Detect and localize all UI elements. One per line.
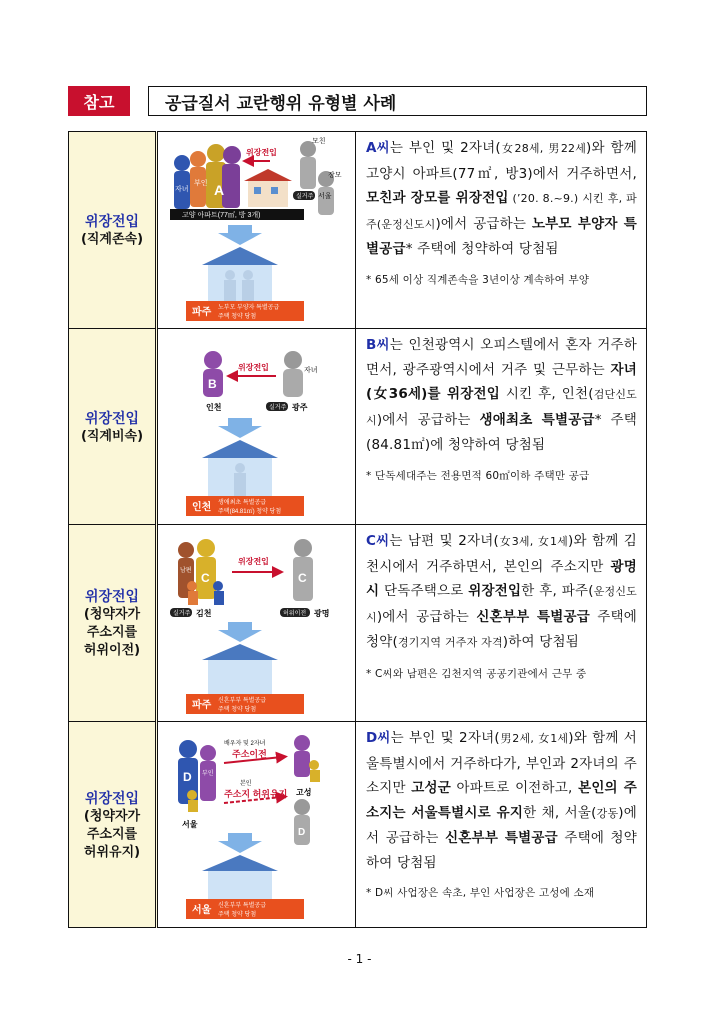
svg-text:주택 청약 당첨: 주택 청약 당첨 — [218, 313, 257, 320]
svg-text:광명: 광명 — [314, 608, 330, 618]
svg-text:위장전입: 위장전입 — [238, 362, 269, 372]
svg-text:서울: 서울 — [192, 904, 212, 916]
svg-text:남편: 남편 — [180, 567, 192, 574]
reference-badge: 참고 — [68, 86, 130, 116]
svg-text:신혼부부 특별공급: 신혼부부 특별공급 — [218, 697, 267, 704]
svg-text:주소지 허위유지: 주소지 허위유지 — [224, 788, 288, 799]
svg-text:B: B — [208, 376, 217, 391]
svg-text:D: D — [298, 826, 306, 838]
svg-text:주택 청약 당첨: 주택 청약 당첨 — [218, 911, 257, 918]
person-letter: A — [214, 181, 225, 198]
case-table — [68, 131, 647, 928]
svg-text:장모: 장모 — [328, 171, 342, 179]
header — [68, 86, 647, 116]
svg-text:노부모 부양자 특별공급: 노부모 부양자 특별공급 — [218, 304, 280, 311]
svg-text:주택(84.81㎡) 청약 당첨: 주택(84.81㎡) 청약 당첨 — [218, 508, 282, 515]
illustration-cell — [157, 132, 356, 329]
category-cell: 위장전입 (청약자가 주소지를 허위이전) — [69, 525, 157, 722]
svg-text:고성: 고성 — [296, 787, 312, 797]
svg-text:자녀: 자녀 — [304, 366, 318, 374]
footnote: * 단독세대주는 전용면적 60㎡이하 주택만 공급 — [366, 469, 590, 482]
case-description: A씨는 부인 및 2자녀(女28세, 男22세)와 함께 고양시 아파트(77㎡, 방3)에서 거주하면서, 모친과 장모를 위장전입 (’20. 8.~9.) 시킨 후, 파주(운정신도시)에서 공급하는 노부모 부양자 특별공급* 주택에 청약하여 당첨됨 * 65세 이상 직계존속을 3년이상 계속하여 부양 — [356, 132, 647, 329]
svg-text:실거주: 실거주 — [173, 610, 191, 617]
footnote: * C씨와 남편은 김천지역 공공기관에서 근무 중 — [366, 667, 587, 680]
svg-text:주택 청약 당첨: 주택 청약 당첨 — [218, 706, 257, 713]
svg-text:인천: 인천 — [192, 501, 212, 513]
case-row-a — [69, 132, 647, 329]
svg-text:실거주: 실거주 — [296, 193, 314, 200]
illustration-a — [158, 133, 352, 328]
category-cell — [69, 132, 157, 329]
svg-text:파주: 파주 — [192, 699, 212, 711]
case-row-d — [69, 722, 647, 928]
svg-text:서울: 서울 — [318, 192, 332, 200]
case-description: D씨는 부인 및 2자녀(男2세, 女1세)와 함께 서울특별시에서 거주하다가, 부인과 2자녀의 주소지만 고성군 아파트로 이전하고, 본인의 주소지는 서울특별시로 유지한 채, 서울(강동)에서 공급하는 신혼부부 특별공급 주택에 청약하여 당첨됨 * D씨 사업장은 속초, 부인 사업장은 고성에 소재 — [356, 722, 647, 928]
footnote: * D씨 사업장은 속초, 부인 사업장은 고성에 소재 — [366, 887, 595, 899]
illustration-d — [158, 723, 352, 927]
svg-text:위장전입: 위장전입 — [246, 147, 277, 157]
category-title: 위장전입 — [84, 214, 140, 230]
category-cell: 위장전입 (직계비속) — [69, 329, 157, 525]
illustration-c — [158, 526, 352, 721]
case-description: C씨는 남편 및 2자녀(女3세, 女1세)와 함께 김천시에서 거주하면서, 본인의 주소지만 광명시 단독주택으로 위장전입한 후, 파주(운정신도시)에서 공급하는 신혼부부 특별공급 주택에 청약(경기지역 거주자 자격)하여 당첨됨 * C씨와 남편은 김천지역 공공기관에서 근무 중 — [356, 525, 647, 722]
svg-text:배우자 및 2자녀: 배우자 및 2자녀 — [224, 740, 266, 747]
footnote: * 65세 이상 직계존속을 3년이상 계속하여 부양 — [366, 273, 590, 286]
category-cell: 위장전입 (청약자가 주소지를 허위유지) — [69, 722, 157, 928]
case-description: B씨는 인천광역시 오피스텔에서 혼자 거주하면서, 광주광역시에서 거주 및 근무하는 자녀(女36세)를 위장전입 시킨 후, 인천(검단신도시)에서 공급하는 생애최초 특별공급* 주택(84.81㎡)에 청약하여 당첨됨 * 단독세대주는 전용면적 60㎡이하 주택만 공급 — [356, 329, 647, 525]
svg-text:자녀: 자녀 — [175, 185, 189, 193]
svg-text:생애최초 특별공급: 생애최초 특별공급 — [218, 499, 267, 506]
svg-text:고양 아파트(77㎡, 방 3개): 고양 아파트(77㎡, 방 3개) — [182, 211, 261, 219]
illustration-b — [158, 330, 352, 524]
svg-text:광주: 광주 — [292, 402, 308, 412]
svg-text:위장전입: 위장전입 — [238, 556, 269, 566]
svg-text:신혼부부 특별공급: 신혼부부 특별공급 — [218, 902, 267, 909]
svg-text:모친: 모친 — [312, 137, 326, 145]
svg-text:C: C — [201, 570, 210, 585]
svg-text:부인: 부인 — [202, 770, 214, 777]
page-number: - 1 - — [347, 952, 372, 966]
illustration-cell — [157, 329, 356, 525]
category-sub: (직계존속) — [80, 232, 144, 247]
svg-text:실거주: 실거주 — [269, 404, 287, 411]
svg-text:파주: 파주 — [192, 306, 212, 318]
illustration-cell — [157, 722, 356, 928]
case-row-c — [69, 525, 647, 722]
svg-text:허위이전: 허위이전 — [283, 610, 307, 617]
svg-text:C: C — [298, 570, 307, 585]
svg-text:서울: 서울 — [182, 819, 198, 829]
page-title: 공급질서 교란행위 유형별 사례 — [148, 86, 647, 116]
svg-text:부인: 부인 — [194, 179, 208, 187]
case-row-b — [69, 329, 647, 525]
svg-text:본인: 본인 — [240, 780, 252, 787]
svg-text:D: D — [183, 769, 192, 784]
svg-text:김천: 김천 — [196, 608, 212, 618]
illustration-cell — [157, 525, 356, 722]
svg-text:인천: 인천 — [206, 402, 222, 412]
svg-text:주소이전: 주소이전 — [232, 748, 267, 759]
